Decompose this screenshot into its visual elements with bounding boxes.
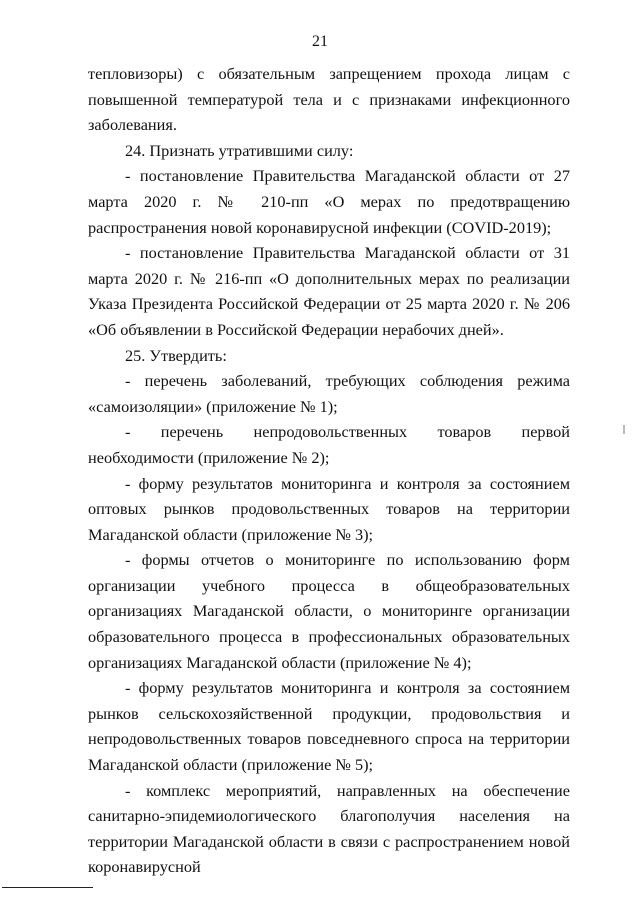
repealed-resolution-210: - постановление Правительства Магаданской области от 27 марта 2020 г. № 210-пп «О мерах по предотвращению распространения новой коронавирусной инфекции (COVID-2019); (88, 166, 570, 237)
clause-25-heading: 25. Утвердить: (125, 345, 227, 365)
approved-item-appendix-5: - форму результатов мониторинга и контроля за состоянием рынков сельскохозяйственной продукции, продовольствия и непродовольственных товаров повседневного спроса на территории Магаданской области (приложение № 5); (88, 678, 570, 775)
footnote-rule (2, 887, 93, 888)
approved-item-appendix-3: - форму результатов мониторинга и контроля за состоянием оптовых рынков продовольственных товаров на территории Магаданской области (приложение № 3); (88, 473, 570, 544)
repealed-resolution-216: - постановление Правительства Магаданской области от 31 марта 2020 г. № 216-пп «О дополнительных мерах по реализации Указа Президента Российской Федерации от 25 марта 2020 г. № 206 «Об объявлении в Российской Федерации нерабочих дней». (88, 243, 570, 339)
clause-24-heading: 24. Признать утратившими силу: (125, 140, 354, 160)
page-number: 21 (312, 33, 328, 50)
document-body (88, 61, 570, 880)
approved-item-appendix-4: - формы отчетов о мониторинге по использованию форм организации учебного процесса в общеобразовательных организациях Магаданской области, о мониторинге организации образовательного процесса в профессиональных образовательных организациях Магаданской области (приложение № 4); (88, 550, 570, 672)
approved-item-appendix-2: - перечень непродовольственных товаров первой необходимости (приложение № 2); (88, 422, 570, 467)
approved-item-appendix-1: - перечень заболеваний, требующих соблюдения режима «самоизоляции» (приложение № 1); (88, 371, 570, 416)
approved-item-measures-complex: - комплекс мероприятий, направленных на обеспечение санитарно-эпидемиологического благополучия населения на территории Магаданской области в связи с распространением новой коронавирусной (88, 780, 570, 877)
scan-artifact-mark (623, 425, 625, 434)
paragraph-continuation: тепловизоры) с обязательным запрещением прохода лицам с повышенной температурой тела и с признаками инфекционного заболевания. (88, 64, 570, 135)
